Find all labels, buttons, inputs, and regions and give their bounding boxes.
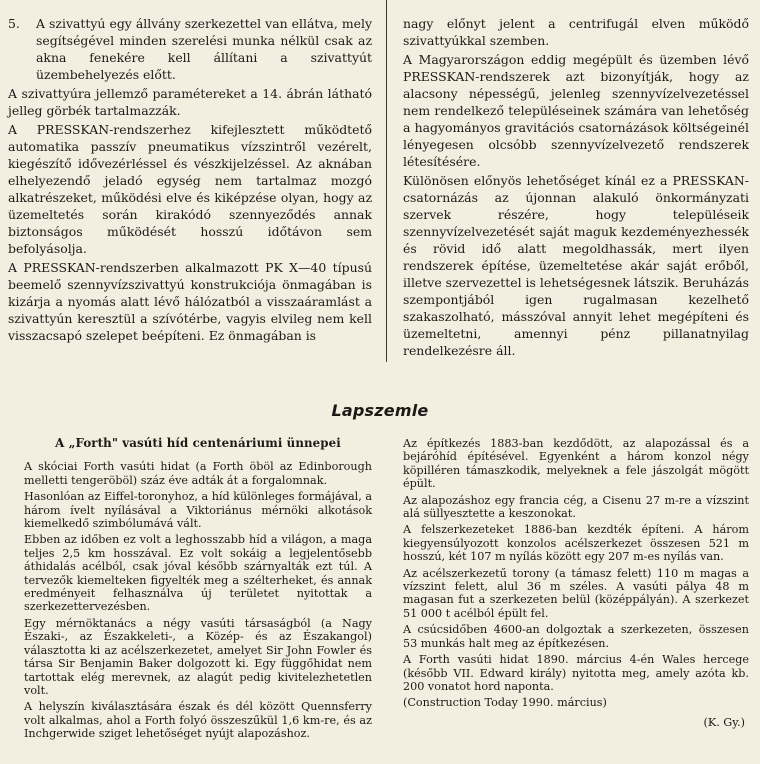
numbered-item-5: [8, 15, 372, 83]
paragraph: A Magyarországon eddig megépült és üzemben lévő PRESSKAN-rendszerek azt bizonyítják, hogy az alacsony népességű, jelenleg szennyvízelvezetéssel nem rendelkező településeinek számára van lehetőség a hagyományos gravitációs csatornázások költségeinél lényegesen olcsóbb szennyvízelvezető rendszerek létesítésére.: [403, 52, 749, 169]
paragraph: A skóciai Forth vasúti hidat (a Forth öböl az Edinborough melletti tengeröböl) száz éve adták át a forgalomnak.: [24, 460, 372, 487]
article-title: A „Forth" vasúti híd centenáriumi ünnepei: [55, 436, 341, 450]
bottom-right-column: [403, 437, 749, 729]
column-divider: [386, 0, 387, 362]
paragraph: Egy mérnöktanács a négy vasúti társaságból (a Nagy Északi-, az Északkeleti-, a Közép- és az Északangol) választotta ki az acélszerkezetet, amelyet Sir John Fowler és társa Sir Benjamin Baker dolgozott ki. Egy függőhidat nem tartottak elég merevnek, az alagút pedig kivitelezhetetlen volt.: [24, 616, 372, 697]
paragraph: Az acélszerkezetű torony (a támasz felett) 110 m magas a vízszint felett, alul 36 m széles. A vasúti pálya 48 m magasan fut a szerkezeten belül (középpályán). A szerkezet 51 000 t acélból épült fel.: [403, 566, 749, 620]
paragraph: A felszerkezeteket 1886-ban kezdték építeni. A három kiegyensúlyozott konzolos acélszerkezet összesen 521 m hosszú, két 107 m nyílás között egy 207 m-es nyílás van.: [403, 523, 749, 564]
top-right-column: [403, 15, 749, 361]
paragraph: Ebben az időben ez volt a leghosszabb híd a világon, a maga teljes 2,5 km hosszával. Ez volt sokáig a legjelentősebb áthidalás acélból, csak jóval később szárnyalták ezt túl. A tervezők kiemelteken figyelték meg a szélterheket, és annak eredményeit felhasználva új területet nyitottak a szerkezettervezésben.: [24, 533, 372, 614]
paragraph: A PRESSKAN-rendszerhez kifejlesztett működtető automatika passzív pneumatikus vízszintről vezérelt, kiegészítő idővezérléssel és vészkijelzéssel. Az aknában elhelyezendő jeladó egység nem tartalmaz mozgó alkatrészeket, működési elve és kiképzése olyan, hogy az üzemeltetés során kirakódó szennyeződés annak biztonságos működését hosszú időtávon sem befolyásolja.: [8, 122, 372, 256]
paragraph: nagy előnyt jelent a centrifugál elven működő szivattyúkkal szemben.: [403, 16, 749, 48]
item-text: A szivattyú egy állvány szerkezettel van ellátva, mely segítségével minden szerelési munka nélkül csak az akna fenekére kell állítani a szivattyút üzembehelyezés előtt.: [36, 16, 372, 82]
source-citation: (Construction Today 1990. március): [403, 696, 607, 710]
top-left-column: [8, 15, 372, 346]
section-title: Lapszemle: [331, 401, 429, 420]
paragraph: Az építkezés 1883-ban kezdődött, az alapozással és a bejáróhíd építésével. Egyenként a három konzol négy köpilléren támaszkodik, melyeknek a fele jászolgát mögött épült.: [403, 437, 749, 491]
paragraph: A PRESSKAN-rendszerben alkalmazott PK X—40 típusú beemelő szennyvízszivattyú konstrukciója önmagában is kizárja a nyomás alatt lévő hálózatból a visszaáramlást a szivattyún keresztül a szívótérbe, vagyis elvileg nem kell visszacsapó szelepet beépíteni. Ez önmagában is: [8, 260, 372, 343]
paragraph: A helyszín kiválasztására észak és dél között Quennsferry volt alkalmas, ahol a Forth folyó összeszűkül 1,6 km-re, és az Inchgerwide sziget lehetőséget nyújt alapozáshoz.: [24, 700, 372, 741]
paragraph: Különösen előnyös lehetőséget kínál ez a PRESSKAN-csatornázás az újonnan alakuló önkormányzati szervek részére, hogy településeik szennyvízelvezetését saját maguk kezdeményezhessék és rövid idő alatt megoldhassák, mert ilyen rendszerek építése, üzemeltetése akár saját erőből, illetve szervezettel is lehetségesnek látszik. Beruházás szempontjából igen rugalmasan kezelhető szakaszolható, másszóval annyit lehet megépíteni és üzemeltetni, amennyi pénz pillanatnyilag rendelkezésre áll.: [403, 173, 749, 358]
item-number: 5.: [8, 16, 20, 31]
paragraph: Hasonlóan az Eiffel-toronyhoz, a híd különleges formájával, a három ívelt nyílásával a Viktoriánus mérnöki alkotások kiemelkedő szimbólumává vált.: [24, 490, 372, 531]
author-signature: (K. Gy.): [703, 715, 745, 729]
paragraph: A csúcsidőben 4600-an dolgoztak a szerkezeten, összesen 53 munkás halt meg az építkezésen.: [403, 623, 749, 650]
paragraph: A Forth vasúti hidat 1890. március 4-én Wales hercege (később VII. Edward király) nyitotta meg, amely azóta kb. 200 vonatot hord naponta.: [403, 653, 749, 693]
bottom-left-column: [24, 437, 372, 744]
paragraph: Az alapozáshoz egy francia cég, a Cisenu 27 m-re a vízszint alá süllyesztette a keszonokat.: [403, 493, 749, 521]
paragraph: A szivattyúra jellemző paramétereket a 14. ábrán látható jelleg görbék tartalmazzák.: [8, 86, 372, 118]
